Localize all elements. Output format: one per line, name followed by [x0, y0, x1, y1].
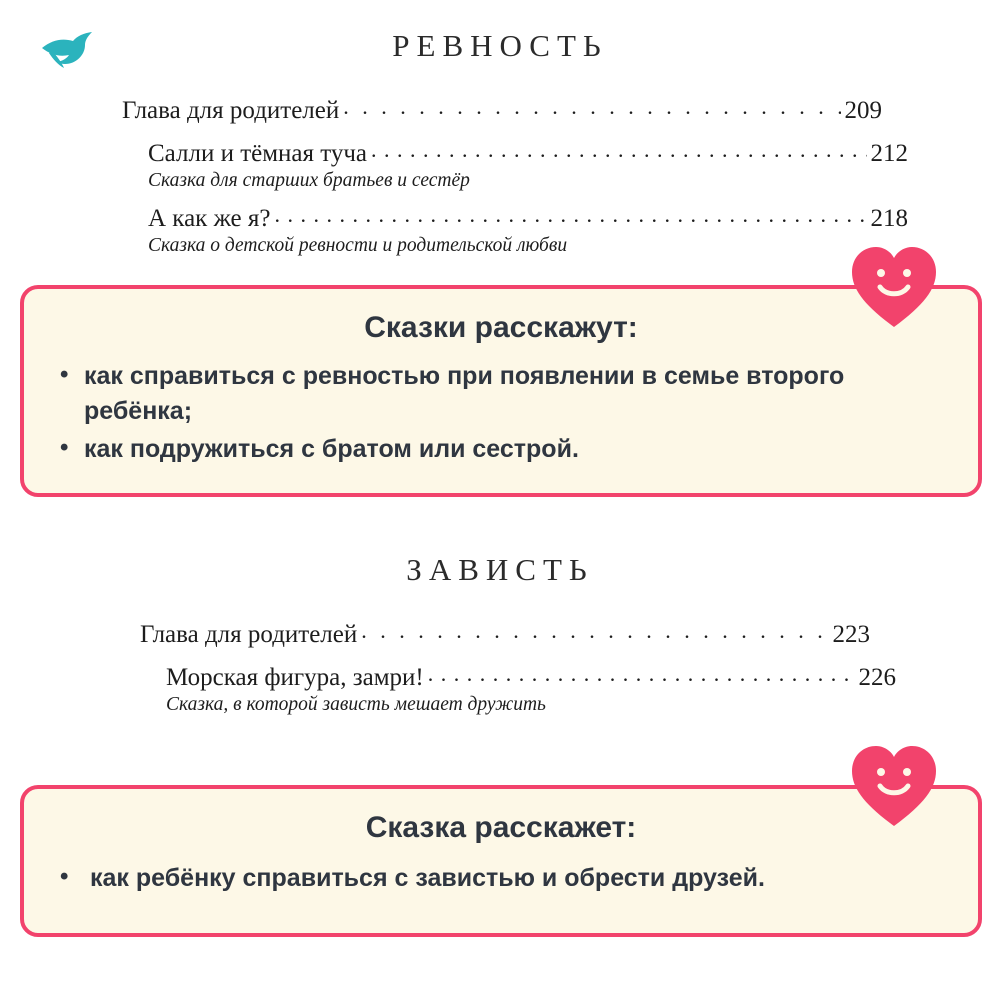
toc-entry-title: Салли и тёмная туча	[148, 140, 368, 167]
toc-page-number: 212	[870, 140, 908, 167]
spacer	[140, 649, 870, 663]
toc-entry-title: Глава для родителей	[140, 621, 358, 648]
callout-title: Сказки расскажут:	[364, 311, 638, 344]
toc-entry-subtitle: Сказка о детской ревности и родительской любви	[148, 235, 568, 256]
callout-list-item: • как подружиться с братом или сестрой.	[58, 432, 950, 467]
toc-page-number: 209	[844, 97, 882, 124]
toc-entry-title: А как же я?	[148, 205, 271, 232]
toc-list-revnost	[122, 96, 908, 269]
toc-entry-title: Глава для родителей	[122, 97, 340, 124]
callout-list	[24, 359, 978, 467]
toc-entry[interactable]	[122, 96, 882, 125]
toc-leader-dots	[274, 204, 866, 226]
toc-page-number: 218	[870, 205, 908, 232]
toc-entry[interactable]	[140, 620, 870, 649]
toc-entry-subtitle: Сказка, в которой зависть мешает дружить	[166, 694, 546, 715]
toc-entry-subtitle: Сказка для старших братьев и сестёр	[148, 170, 470, 191]
callout-title: Сказка расскажет:	[365, 811, 637, 844]
toc-entry-title: Морская фигура, замри!	[166, 664, 424, 691]
toc-entry[interactable]	[122, 204, 908, 233]
toc-leader-dots	[361, 620, 828, 642]
toc-entry[interactable]	[140, 663, 896, 692]
heart-smiling-icon	[848, 742, 940, 828]
section-heading-revnost: РЕВНОСТЬ	[392, 28, 608, 63]
toc-page-number: 226	[858, 664, 896, 691]
callout-list	[24, 861, 978, 896]
callout-list-item: • как ребёнку справиться с завистью и обрести друзей.	[58, 861, 950, 896]
callout-list-item: • как справиться с ревностью при появлении в семье второго ребёнка;	[58, 359, 950, 428]
toc-entry[interactable]	[122, 139, 908, 168]
toc-leader-dots	[343, 96, 840, 118]
heart-smiling-icon	[848, 243, 940, 329]
callout-box-skazki-rasskazhut	[20, 285, 982, 497]
spacer	[122, 125, 882, 139]
toc-list-zavist	[140, 620, 896, 728]
toc-leader-dots	[371, 139, 866, 161]
toc-leader-dots	[428, 663, 855, 685]
toc-page-number: 223	[832, 621, 870, 648]
callout-box-skazka-rasskazhet	[20, 785, 982, 937]
section-heading-zavist: ЗАВИСТЬ	[406, 552, 594, 587]
